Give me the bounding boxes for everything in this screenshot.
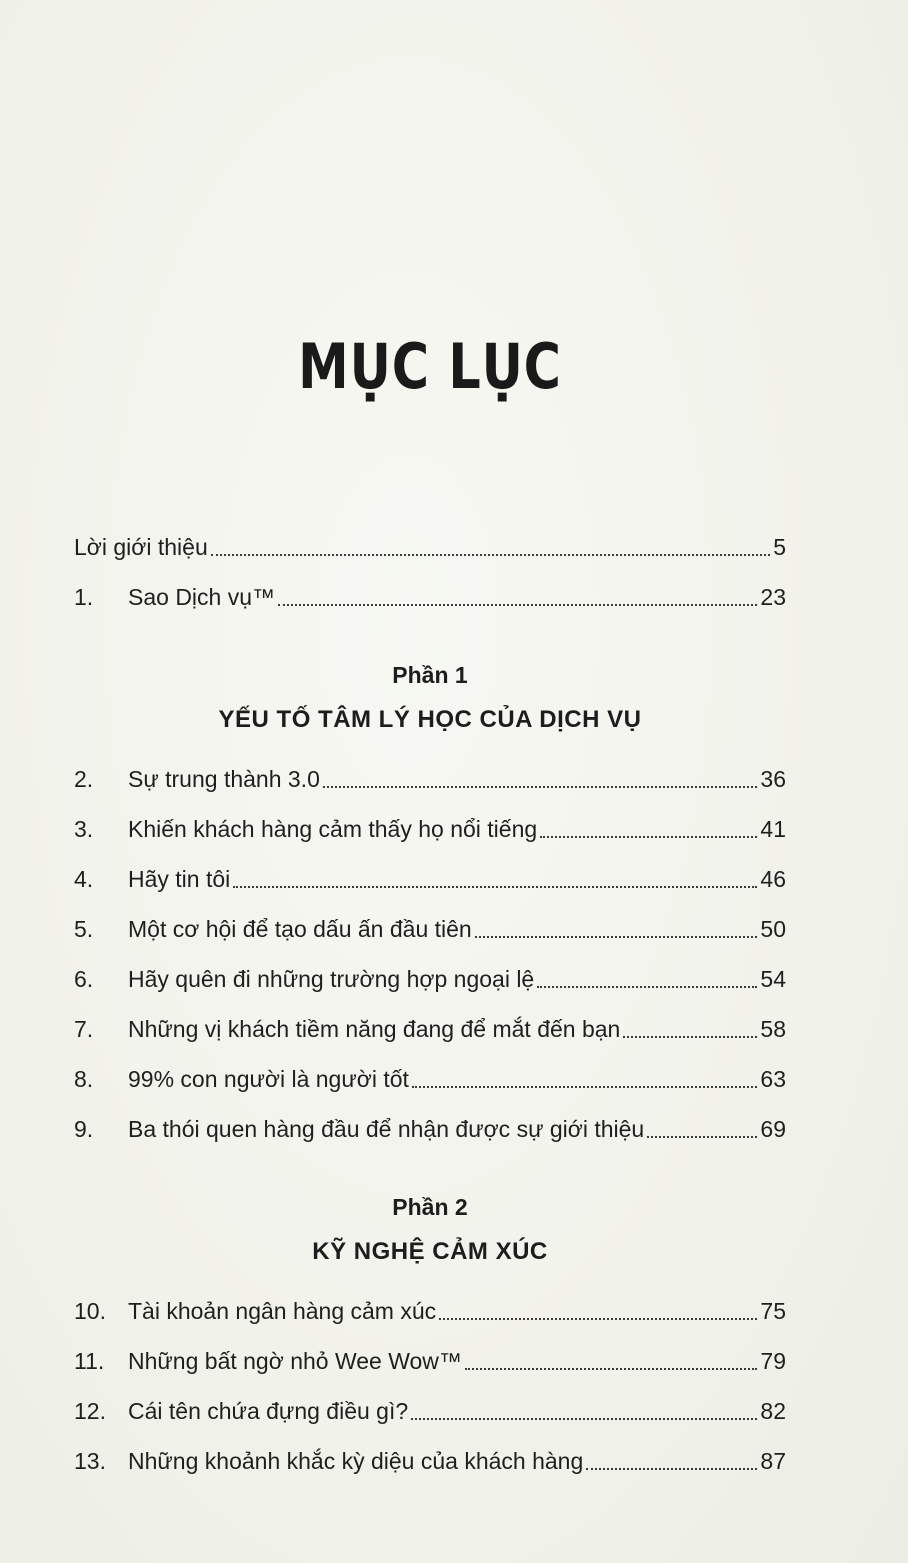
part-2-label: Phần 2 [392,1194,468,1220]
part-1-title: YẾU TỐ TÂM LÝ HỌC CỦA DỊCH VỤ [218,706,642,733]
toc-row-chapter-12 [74,1390,786,1426]
toc-page-number: 58 [760,1016,786,1042]
toc-leader-dots [540,835,757,838]
toc-row-chapter-2 [74,758,786,794]
toc-leader-dots [537,985,757,988]
toc-row-chapter-7 [74,1008,786,1044]
toc-leader-dots [412,1085,758,1088]
toc-entry-text: Hãy quên đi những trường hợp ngoại lệ [128,966,535,992]
toc-page-number: 41 [760,816,786,842]
toc-row-chapter-4 [74,858,786,894]
toc-row-chapter-8 [74,1058,786,1094]
toc-leader-dots [475,935,758,938]
toc-entry-text: Một cơ hội để tạo dấu ấn đầu tiên [128,916,472,942]
toc-chapter-number: 2. [74,766,94,792]
toc-entry-text: 99% con người là người tốt [128,1066,409,1092]
toc-row-chapter-3 [74,808,786,844]
part-2-title: KỸ NGHỆ CẢM XÚC [312,1238,548,1265]
toc-chapter-number: 9. [74,1116,94,1142]
toc-entry-text: Hãy tin tôi [128,866,231,892]
toc-page-number: 23 [760,584,786,610]
toc-chapter-number: 10. [74,1298,106,1324]
toc-entry-text: Cái tên chứa đựng điều gì? [128,1398,409,1424]
toc-page-number: 79 [760,1348,786,1374]
toc-page-number: 63 [760,1066,786,1092]
toc-leader-dots [623,1035,757,1038]
toc-page-number: 54 [760,966,786,992]
toc-leader-dots [411,1417,757,1420]
toc-row-chapter-9 [74,1108,786,1144]
toc-entry-text: Những bất ngờ nhỏ Wee Wow™ [128,1348,462,1374]
toc-entry-text: Khiến khách hàng cảm thấy họ nổi tiếng [128,816,538,842]
toc-leader-dots [647,1135,757,1138]
toc-chapter-number: 6. [74,966,94,992]
toc-entry-text: Sao Dịch vụ™ [128,584,276,610]
toc-chapter-number: 7. [74,1016,94,1042]
toc-page-number: 50 [760,916,786,942]
toc-leader-dots [278,603,757,606]
toc-chapter-number: 11. [74,1348,105,1374]
toc-row-chapter-1 [74,576,786,612]
toc-entry-text: Lời giới thiệu [74,534,208,560]
part-1-label: Phần 1 [392,662,468,688]
toc-leader-dots [465,1367,757,1370]
toc-row-chapter-5 [74,908,786,944]
toc-row-chapter-10 [74,1290,786,1326]
toc-entry-text: Tài khoản ngân hàng cảm xúc [128,1298,437,1324]
toc-row-intro [74,526,786,562]
toc-page-number: 69 [760,1116,786,1142]
toc-leader-dots [323,785,758,788]
toc-entry-text: Những vị khách tiềm năng đang để mắt đến bạn [128,1016,621,1042]
toc-row-chapter-11 [74,1340,786,1376]
toc-page-number: 46 [760,866,786,892]
toc-chapter-number: 3. [74,816,94,842]
toc-page-number: 87 [760,1448,786,1474]
toc-page-number: 5 [773,534,786,560]
toc-row-chapter-6 [74,958,786,994]
toc-chapter-number: 4. [74,866,94,892]
page-title: MỤC LỤC [298,330,562,403]
toc-chapter-number: 13. [74,1448,106,1474]
toc-chapter-number: 5. [74,916,94,942]
toc-leader-dots [439,1317,757,1320]
toc-entry-text: Ba thói quen hàng đầu để nhận được sự giới thiệu [128,1116,645,1142]
toc-entry-text: Sự trung thành 3.0 [128,766,320,792]
toc-page-number: 82 [760,1398,786,1424]
toc-leader-dots [233,885,757,888]
toc-chapter-number: 8. [74,1066,94,1092]
toc-row-chapter-13 [74,1440,786,1476]
toc-leader-dots [586,1467,757,1470]
toc-page-number: 75 [760,1298,786,1324]
toc-page-number: 36 [760,766,786,792]
toc-chapter-number: 12. [74,1398,106,1424]
toc-chapter-number: 1. [74,584,94,610]
toc-entry-text: Những khoảnh khắc kỳ diệu của khách hàng [128,1448,584,1474]
toc-leader-dots [211,553,770,556]
